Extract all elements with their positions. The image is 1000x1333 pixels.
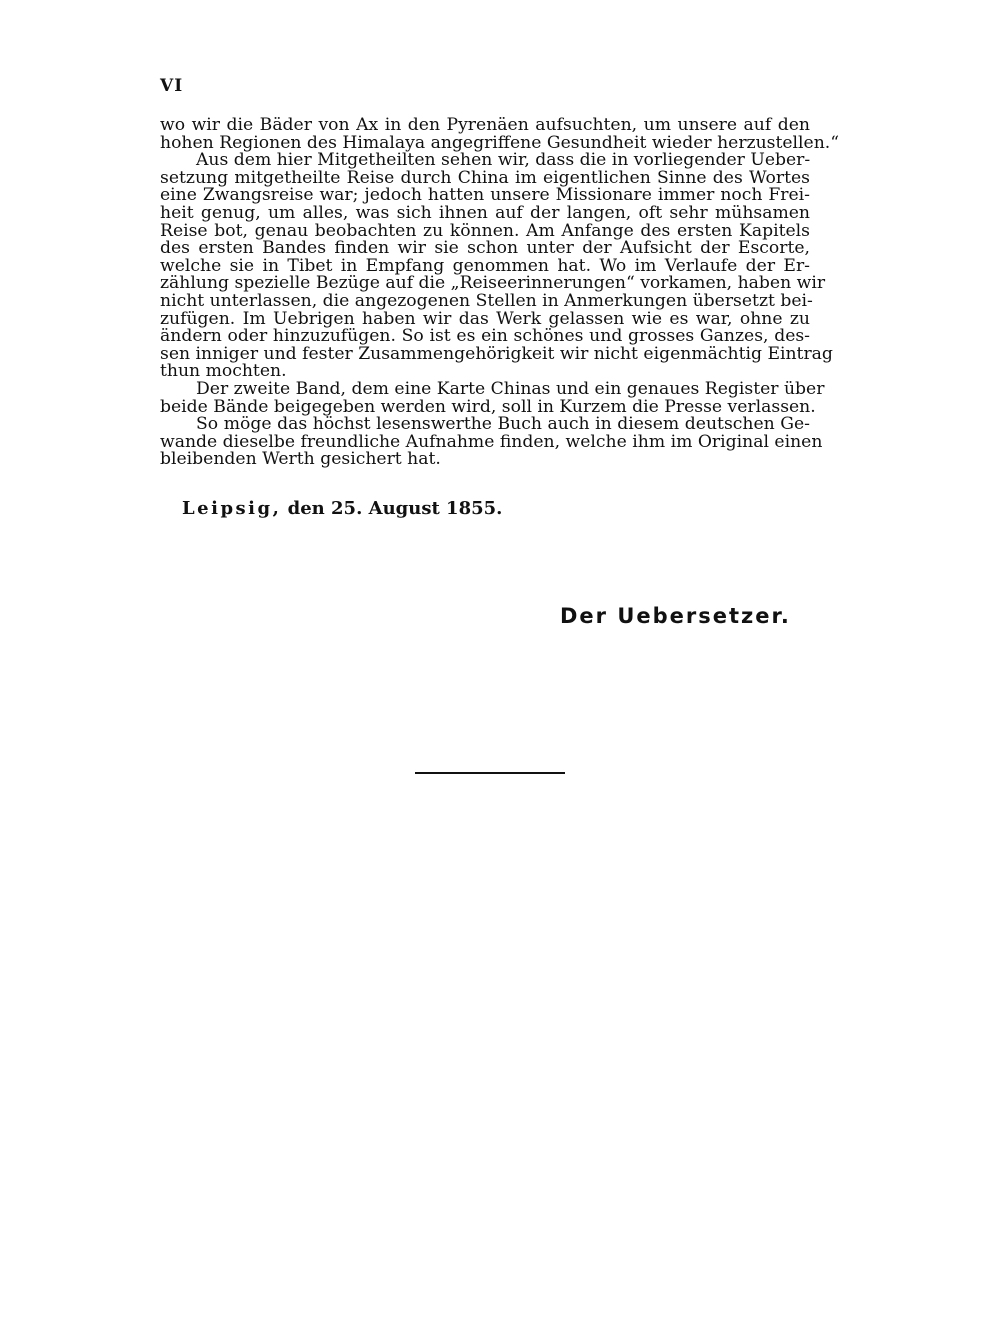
section-rule <box>415 772 565 774</box>
text-line: wo wir die Bäder von Ax in den Pyrenäen aufsuchten, um unsere auf den <box>160 115 810 135</box>
text-line: beide Bände beigegeben werden wird, soll in Kurzem die Presse verlassen. <box>160 396 816 417</box>
text-line: Der zweite Band, dem eine Karte Chinas und ein genaues Register über <box>196 378 825 399</box>
text-line: zählung spezielle Bezüge auf die „Reiseerinnerungen“ vorkamen, haben wir <box>160 273 826 294</box>
text-line: zufügen. Im Uebrigen haben wir das Werk gelassen wie es war, ohne zu <box>160 308 810 329</box>
text-line: thun mochten. <box>160 361 287 382</box>
text-line: eine Zwangsreise war; jedoch hatten unsere Missionare immer noch Frei- <box>160 185 810 206</box>
date-text: den 25. August 1855. <box>287 498 503 519</box>
text-line: welche sie in Tibet in Empfang genommen hat. Wo im Verlaufe der Er- <box>160 255 810 276</box>
text-line: sen inniger und fester Zusammengehörigkeit wir nicht eigenmächtig Eintrag <box>160 343 833 364</box>
text-line: ändern oder hinzuzufügen. So ist es ein schönes und grosses Ganzes, des- <box>160 326 810 347</box>
text-line: So möge das höchst lesenswerthe Buch auch in diesem deutschen Ge- <box>196 414 810 435</box>
text-line: bleibenden Werth gesichert hat. <box>160 449 441 470</box>
text-line: setzung mitgetheilte Reise durch China im eigentlichen Sinne des Wortes <box>160 167 810 188</box>
text-line: des ersten Bandes finden wir sie schon unter der Aufsicht der Escorte, <box>160 238 810 259</box>
page-number: VI <box>160 76 184 96</box>
body-text <box>160 115 840 470</box>
text-line: heit genug, um alles, was sich ihnen auf der langen, oft sehr mühsamen <box>160 202 810 223</box>
signature: Der Uebersetzer. <box>560 604 791 628</box>
text-line: nicht unterlassen, die angezogenen Stellen in Anmerkungen übersetzt bei- <box>160 290 813 311</box>
text-line: hohen Regionen des Himalaya angegriffene Gesundheit wieder herzustellen.“ <box>160 132 840 153</box>
text-line: wande dieselbe freundliche Aufnahme finden, welche ihm im Original einen <box>160 431 823 452</box>
text-line: Reise bot, genau beobachten zu können. Am Anfange des ersten Kapitels <box>160 220 810 241</box>
text-line: Aus dem hier Mitgetheilten sehen wir, dass die in vorliegender Ueber- <box>196 150 811 171</box>
dateline <box>182 498 502 519</box>
place-name: Leipsig, <box>182 498 282 519</box>
